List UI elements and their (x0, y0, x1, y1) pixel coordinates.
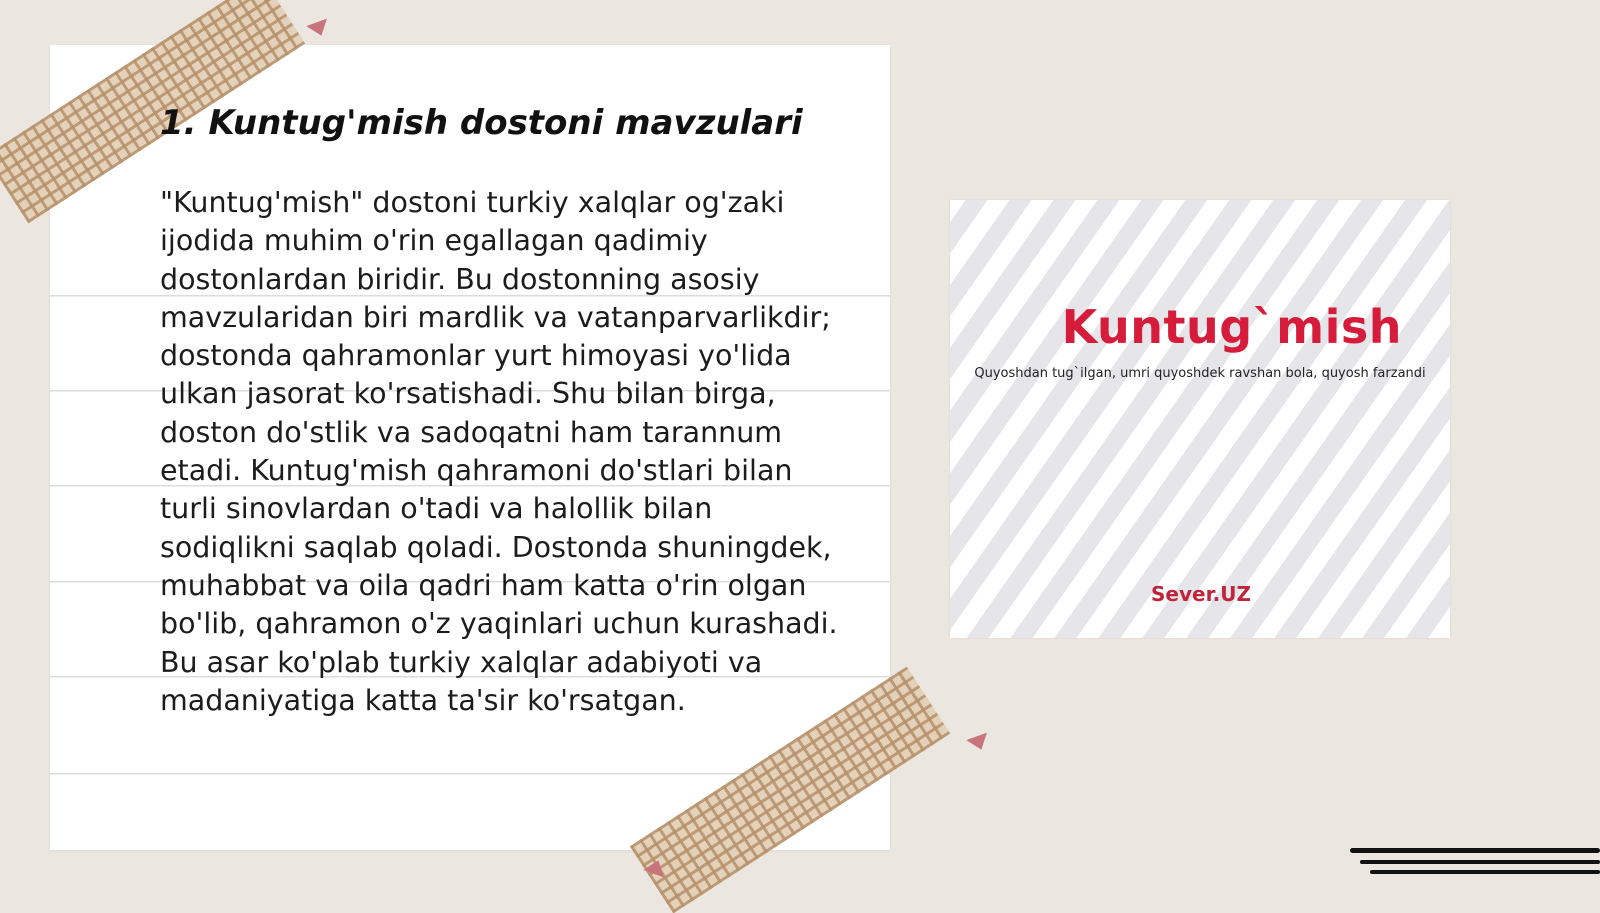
cover-brand-logo: Sever.UZ (1151, 582, 1251, 606)
book-cover-image (950, 200, 1450, 638)
cover-title: Kuntug`mish (1061, 300, 1402, 354)
slide-body-text: "Kuntug'mish" dostoni turkiy xalqlar og'zaki ijodida muhim o'rin egallagan qadimiy dostonlardan biridir. Bu dostonning asosiy mavzularidan biri mardlik va vatanparvarlikdir; dostonda qahramonlar yurt himoyasi yo'lida ulkan jasorat ko'rsatishadi. Shu bilan birga, doston do'stlik va sadoqatni ham tarannum etadi. Kuntug'mish qahramoni do'stlari bilan turli sinovlardan o'tadi va halollik bilan sodiqlikni saqlab qoladi. Dostonda shuningdek, muhabbat va oila qadri ham katta o'rin olgan bo'lib, qahramon o'z yaqinlari uchun kurashadi. Bu asar ko'plab turkiy xalqlar adabiyoti va madaniyatiga katta ta'sir ko'rsatgan. (160, 186, 838, 717)
decorative-line (1350, 848, 1600, 853)
tape-pin-icon (306, 19, 331, 40)
decorative-line (1360, 860, 1600, 864)
decorative-line (1370, 870, 1600, 874)
cover-subtitle: Quyoshdan tug`ilgan, umri quyoshdek ravshan bola, quyosh farzandi (974, 366, 1426, 381)
slide-title: 1. Kuntug'mish dostoni mavzulari (160, 103, 803, 143)
tape-pin-icon (966, 733, 991, 754)
decorative-lines (1350, 848, 1600, 888)
